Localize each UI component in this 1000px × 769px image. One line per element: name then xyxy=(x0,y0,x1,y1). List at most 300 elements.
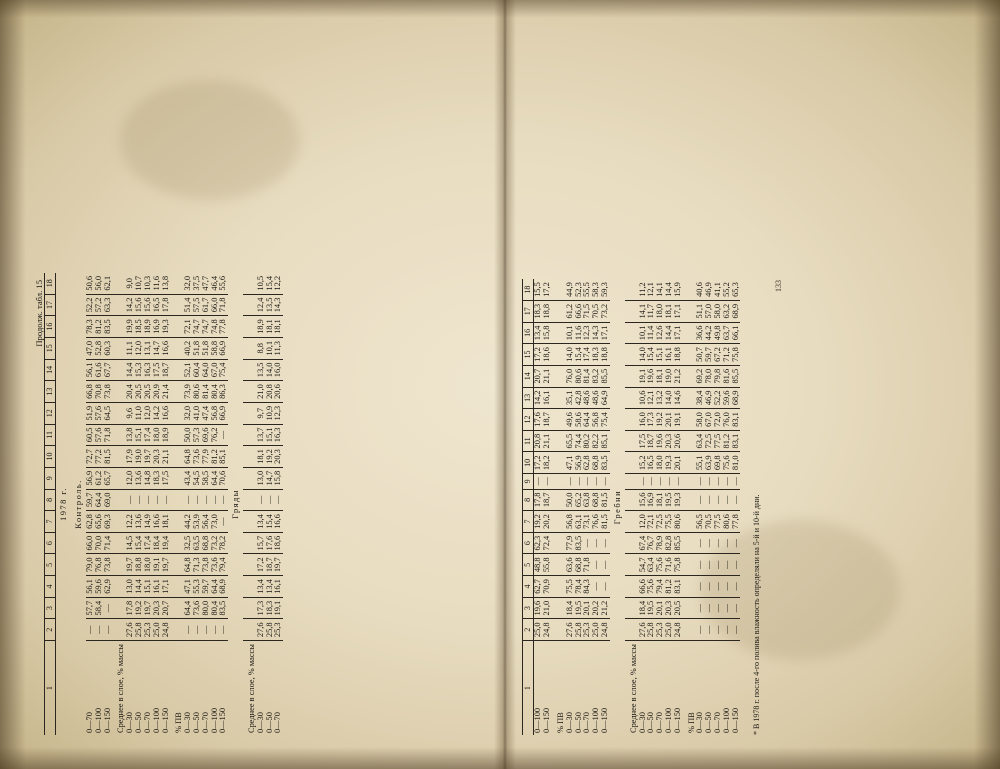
table-cell: 77,5 xyxy=(714,511,723,533)
table-cell: 58,8 xyxy=(211,337,220,359)
table-cell: 16,6 xyxy=(162,402,171,424)
row-label: 0—100 xyxy=(209,707,219,733)
table-cell xyxy=(112,511,126,533)
table-cell: — xyxy=(732,597,741,619)
row-label: 0—30 xyxy=(125,712,135,733)
table-cell: 79,8 xyxy=(714,365,723,387)
table-cell: 13,0 xyxy=(257,467,266,489)
table-cell xyxy=(552,300,566,322)
table-cell: 58,4 xyxy=(95,597,104,619)
table-cell: 58,0 xyxy=(696,409,705,431)
table-cell: 25,8 xyxy=(266,619,275,641)
table-cell: 25,8 xyxy=(575,619,584,641)
table-cell: 19,7 xyxy=(274,554,283,576)
table-cell: 12,0 xyxy=(126,467,135,489)
table-cell: 25,0 xyxy=(534,619,543,641)
table-cell xyxy=(243,467,257,489)
table-cell: 71,2 xyxy=(723,344,732,366)
table-cell: 83,5 xyxy=(601,452,610,474)
table-cell: 16,0 xyxy=(274,359,283,381)
table-cell xyxy=(170,359,184,381)
table-cell xyxy=(170,446,184,468)
table-cell: 18,1 xyxy=(162,511,171,533)
table-cell xyxy=(625,300,639,322)
table-cell xyxy=(170,554,184,576)
table-cell: 14,4 xyxy=(665,322,674,344)
group-label: Среднее в слое, % массы xyxy=(628,644,638,733)
table-cell: — xyxy=(153,489,162,511)
table-cell: 14,0 xyxy=(566,344,575,366)
table-cell: 64,8 xyxy=(184,554,193,576)
table-cell: 15,4 xyxy=(647,344,656,366)
table-cell xyxy=(552,430,566,452)
row-label: 0—100 xyxy=(151,707,161,733)
table-cell: — xyxy=(705,576,714,598)
table-cell: 80,6 xyxy=(575,365,584,387)
table-cell: 12,2 xyxy=(274,273,283,294)
table-cell: — xyxy=(601,474,610,489)
table-cell xyxy=(552,409,566,431)
column-header: 4 xyxy=(523,576,534,598)
table-cell: 73,2 xyxy=(211,532,220,554)
table-cell xyxy=(625,322,639,344)
table-cell: — xyxy=(714,489,723,511)
table-cell: — xyxy=(583,532,592,554)
table-cell: 11,7 xyxy=(647,300,656,322)
table-cell: 11,6 xyxy=(575,322,584,344)
table-cell: 17,6 xyxy=(534,409,543,431)
row-label: 0—150 xyxy=(600,707,610,733)
table-cell: — xyxy=(732,474,741,489)
table-cell: 19,0 xyxy=(665,365,674,387)
table-cell: 73,8 xyxy=(104,554,113,576)
table-cell: 77,5 xyxy=(714,430,723,452)
section-heading: Контроль. xyxy=(74,479,84,529)
table-cell: 49,6 xyxy=(566,409,575,431)
table-cell: 20,6 xyxy=(274,381,283,403)
page-edge-top xyxy=(0,0,1000,18)
table-cell: 19,3 xyxy=(674,489,683,511)
table-cell xyxy=(625,387,639,409)
table-cell: 47,7 xyxy=(202,273,211,294)
table-cell: 67,0 xyxy=(705,409,714,431)
column-header: 10 xyxy=(45,446,56,468)
group-label: Среднее в слое, % массы xyxy=(247,644,257,733)
table-cell: — xyxy=(696,489,705,511)
table-cell: 10,3 xyxy=(144,273,153,294)
table-cell: — xyxy=(162,489,171,511)
table-cell: 75,5 xyxy=(665,511,674,533)
table-cell: 10,5 xyxy=(257,273,266,294)
table-cell: 19,2 xyxy=(656,409,665,431)
table-cell: 18,0 xyxy=(153,424,162,446)
table-cell: 78,2 xyxy=(219,532,228,554)
table-cell: — xyxy=(86,619,95,641)
table-cell: 11,2 xyxy=(639,279,648,300)
table-cell: 19,0 xyxy=(135,446,144,468)
row-label: 0—70 xyxy=(200,712,210,733)
table-cell: 61,2 xyxy=(95,467,104,489)
table-cell: 17,8 xyxy=(534,489,543,511)
table-cell: 20,8 xyxy=(266,381,275,403)
page-running-head: Продолж. табл. 15 xyxy=(34,280,44,347)
table-cell: 27,6 xyxy=(639,619,648,641)
table-cell: 64,4 xyxy=(184,597,193,619)
table-cell: 13,4 xyxy=(534,322,543,344)
table-cell: 15,1 xyxy=(144,576,153,598)
table-cell: 69,6 xyxy=(202,424,211,446)
column-header: 13 xyxy=(45,381,56,403)
table-cell: 74,7 xyxy=(202,316,211,338)
table-cell: 13,0 xyxy=(126,576,135,598)
table-cell: 62,7 xyxy=(534,576,543,598)
table-cell xyxy=(625,344,639,366)
table-cell: 14,4 xyxy=(665,279,674,300)
table-cell: 21,4 xyxy=(162,381,171,403)
table-cell: — xyxy=(543,474,552,489)
table-cell: 19,5 xyxy=(647,597,656,619)
table-cell: 15,4 xyxy=(266,273,275,294)
table-cell: — xyxy=(674,474,683,489)
table-cell: 12,4 xyxy=(257,294,266,316)
table-cell: 68,9 xyxy=(732,300,741,322)
table-cell: 71,8 xyxy=(583,554,592,576)
table-cell: 9,6 xyxy=(126,402,135,424)
column-header: 17 xyxy=(45,294,56,316)
table-cell: 44,9 xyxy=(566,279,575,300)
table-cell: 19,4 xyxy=(162,532,171,554)
page-edge-bottom xyxy=(0,747,1000,769)
table-cell: 56,8 xyxy=(566,511,575,533)
table-cell: 57,7 xyxy=(86,597,95,619)
table-cell: 77,8 xyxy=(732,511,741,533)
page-edge-left xyxy=(0,0,26,769)
table-cell: 63,4 xyxy=(647,554,656,576)
table-cell: 71,3 xyxy=(193,554,202,576)
table-cell: 32,0 xyxy=(184,402,193,424)
data-table-left xyxy=(44,273,283,735)
table-cell: 16,9 xyxy=(647,489,656,511)
table-cell xyxy=(683,387,697,409)
table-cell: 20,5 xyxy=(144,381,153,403)
table-cell: — xyxy=(592,532,601,554)
footnote: * В 1978 г. после 4-го полива влажность определяли на 5-й и 10-й дни. xyxy=(752,494,762,735)
table-cell xyxy=(683,344,697,366)
table-cell: 17,1 xyxy=(674,300,683,322)
table-cell: 16,1 xyxy=(274,576,283,598)
table-cell: 78,3 xyxy=(86,316,95,338)
table-cell: 64,5 xyxy=(104,402,113,424)
table-cell: 69,2 xyxy=(696,365,705,387)
table-cell xyxy=(112,273,126,294)
table-cell: 20,1 xyxy=(583,597,592,619)
table-cell: — xyxy=(266,489,275,511)
table-cell: 47,4 xyxy=(202,402,211,424)
table-cell xyxy=(625,597,639,619)
column-header: 6 xyxy=(45,532,56,554)
table-cell: 79,0 xyxy=(86,554,95,576)
table-cell: 72,0 xyxy=(714,409,723,431)
table-cell: 73,9 xyxy=(184,381,193,403)
table-cell: 81,4 xyxy=(583,365,592,387)
table-row xyxy=(674,279,683,735)
table-cell: 16,0 xyxy=(639,409,648,431)
table-cell: 82,2 xyxy=(592,430,601,452)
table-cell: 65,3 xyxy=(732,279,741,300)
table-cell: 10,1 xyxy=(266,337,275,359)
table-cell: 76,7 xyxy=(647,532,656,554)
table-cell: 50,7 xyxy=(696,344,705,366)
table-cell: 15,6 xyxy=(639,489,648,511)
table-cell xyxy=(243,554,257,576)
table-cell xyxy=(683,597,697,619)
table-cell: — xyxy=(696,619,705,641)
table-cell: 16,6 xyxy=(274,511,283,533)
section-heading: 1978 г. xyxy=(59,487,69,521)
row-label: 0—30 xyxy=(564,712,574,733)
table-cell: 69,3 xyxy=(104,511,113,533)
table-cell: 16,1 xyxy=(543,387,552,409)
section-heading-row xyxy=(610,279,625,735)
table-cell: 18,1 xyxy=(274,316,283,338)
table-cell: 62,8 xyxy=(583,452,592,474)
table-cell: 21,0 xyxy=(543,597,552,619)
table-row xyxy=(601,279,610,735)
table-cell xyxy=(170,489,184,511)
table-cell: 58,5 xyxy=(202,467,211,489)
table-cell xyxy=(625,365,639,387)
table-cell: 64,4 xyxy=(583,409,592,431)
table-cell xyxy=(625,409,639,431)
table-cell: 21,1 xyxy=(162,446,171,468)
table-cell xyxy=(683,409,697,431)
table-cell: 32,0 xyxy=(184,273,193,294)
table-cell xyxy=(625,279,639,300)
table-cell: 20,4 xyxy=(126,381,135,403)
table-cell: 51,8 xyxy=(193,337,202,359)
table-cell: 25,3 xyxy=(656,619,665,641)
row-label: 0—100 xyxy=(533,707,543,733)
table-cell xyxy=(552,597,566,619)
table-cell: — xyxy=(104,619,113,641)
table-cell: 19,7 xyxy=(144,597,153,619)
table-cell: 57,0 xyxy=(705,300,714,322)
table-cell: 16,5 xyxy=(647,452,656,474)
table-cell xyxy=(625,532,639,554)
table-cell xyxy=(552,554,566,576)
row-label: 0—70 xyxy=(713,712,723,733)
table-cell: 52,3 xyxy=(575,279,584,300)
table-cell: 20,3 xyxy=(665,430,674,452)
table-cell: 25,0 xyxy=(592,619,601,641)
table-cell xyxy=(112,576,126,598)
table-cell: 83,1 xyxy=(674,576,683,598)
column-header: 2 xyxy=(45,619,56,641)
table-cell: 65,2 xyxy=(575,489,584,511)
table-cell: 75,5 xyxy=(566,576,575,598)
table-cell: 16,6 xyxy=(153,511,162,533)
table-cell: 40,6 xyxy=(696,279,705,300)
table-cell: 57,5 xyxy=(193,294,202,316)
table-cell: 73,6 xyxy=(193,597,202,619)
table-cell: 13,4 xyxy=(266,576,275,598)
column-header: 13 xyxy=(523,387,534,409)
table-cell: 27,6 xyxy=(126,619,135,641)
table-cell: 18,3 xyxy=(266,597,275,619)
table-cell: 58,0 xyxy=(714,300,723,322)
table-cell: 17,5 xyxy=(153,359,162,381)
table-cell: 16,5 xyxy=(153,294,162,316)
column-header: 12 xyxy=(523,409,534,431)
table-cell: — xyxy=(211,619,220,641)
table-cell: 18,0 xyxy=(656,452,665,474)
table-cell xyxy=(243,619,257,641)
table-cell: 62,1 xyxy=(104,273,113,294)
table-cell: 68,9 xyxy=(219,576,228,598)
table-cell: 18,7 xyxy=(266,554,275,576)
table-cell: 18,9 xyxy=(144,316,153,338)
section-heading: Гряды xyxy=(231,489,241,519)
table-cell: 73,1 xyxy=(583,511,592,533)
table-cell: 15,6 xyxy=(135,294,144,316)
row-label: 0—100 xyxy=(591,707,601,733)
table-cell: 44,2 xyxy=(705,322,714,344)
table-cell xyxy=(243,273,257,294)
table-cell: 59,7 xyxy=(705,344,714,366)
table-cell xyxy=(243,359,257,381)
table-cell xyxy=(112,446,126,468)
table-cell: 62,8 xyxy=(86,511,95,533)
table-cell: 74,7 xyxy=(193,316,202,338)
table-cell: 75,6 xyxy=(723,452,732,474)
table-cell: 67,0 xyxy=(211,359,220,381)
table-cell: — xyxy=(592,576,601,598)
table-cell: 20,3 xyxy=(153,446,162,468)
table-cell: 63,6 xyxy=(566,554,575,576)
table-cell: — xyxy=(732,576,741,598)
table-cell: 65,6 xyxy=(95,511,104,533)
table-cell: — xyxy=(723,554,732,576)
row-label: 0—50 xyxy=(264,712,274,733)
table-cell: 12,3 xyxy=(583,322,592,344)
table-cell: — xyxy=(126,489,135,511)
table-cell: 75,6 xyxy=(656,554,665,576)
table-cell xyxy=(243,424,257,446)
table-cell: — xyxy=(95,619,104,641)
table-cell: 19,7 xyxy=(162,554,171,576)
page-edge-right xyxy=(974,0,1000,769)
table-cell: 64,0 xyxy=(202,359,211,381)
table-cell: 81,0 xyxy=(732,452,741,474)
table-cell xyxy=(683,430,697,452)
table-cell: 85,5 xyxy=(601,365,610,387)
table-cell: 20,3 xyxy=(153,597,162,619)
table-cell: 43,4 xyxy=(184,467,193,489)
table-cell: 75,8 xyxy=(732,344,741,366)
table-cell: 14,4 xyxy=(135,576,144,598)
table-cell: 64,4 xyxy=(95,489,104,511)
section-heading: Гребни xyxy=(612,489,622,525)
table-cell xyxy=(170,273,184,294)
table-cell xyxy=(625,619,639,641)
table-cell: — xyxy=(219,511,228,533)
table-cell: 60,5 xyxy=(86,424,95,446)
table-cell: — xyxy=(714,576,723,598)
table-cell: 14,2 xyxy=(126,294,135,316)
table-cell xyxy=(170,381,184,403)
table-cell: 47,1 xyxy=(566,452,575,474)
table-cell: 55,1 xyxy=(696,452,705,474)
table-cell: 15,3 xyxy=(135,359,144,381)
table-cell: 19,5 xyxy=(665,489,674,511)
table-cell: — xyxy=(696,532,705,554)
table-cell: 20,8 xyxy=(534,430,543,452)
row-label: 0—70 xyxy=(85,712,95,733)
table-cell: 19,2 xyxy=(266,446,275,468)
table-cell: 18,1 xyxy=(257,446,266,468)
table-row xyxy=(274,273,283,735)
column-header: 14 xyxy=(523,365,534,387)
table-cell: — xyxy=(534,474,543,489)
table-cell: 18,1 xyxy=(656,489,665,511)
table-cell xyxy=(683,452,697,474)
group-label-row xyxy=(625,279,639,735)
table-cell: 50,0 xyxy=(566,489,575,511)
table-cell: 59,7 xyxy=(86,489,95,511)
table-cell: 56,5 xyxy=(696,511,705,533)
table-cell: 85,5 xyxy=(732,365,741,387)
table-cell: 46,9 xyxy=(705,387,714,409)
table-cell: 17,3 xyxy=(257,597,266,619)
table-cell: 66,8 xyxy=(86,381,95,403)
table-cell: 17,1 xyxy=(162,576,171,598)
table-row xyxy=(162,273,171,735)
table-cell: — xyxy=(705,554,714,576)
table-cell: 63,2 xyxy=(723,300,732,322)
table-cell: 66,1 xyxy=(732,322,741,344)
table-cell: 77,9 xyxy=(202,446,211,468)
table-cell: 11,6 xyxy=(153,273,162,294)
table-cell: 13,4 xyxy=(257,511,266,533)
table-cell: 70,0 xyxy=(95,532,104,554)
table-cell: 41,0 xyxy=(193,402,202,424)
column-header: 3 xyxy=(523,597,534,619)
table-cell: 51,8 xyxy=(202,337,211,359)
table-cell: — xyxy=(705,597,714,619)
table-cell: — xyxy=(219,424,228,446)
table-cell: 17,2 xyxy=(543,279,552,300)
column-header: 14 xyxy=(45,359,56,381)
table-cell: 80,6 xyxy=(723,511,732,533)
column-header: 9 xyxy=(523,474,534,489)
table-cell: 82,8 xyxy=(665,532,674,554)
table-cell: 66,0 xyxy=(211,294,220,316)
table-cell: — xyxy=(714,532,723,554)
table-cell: 15,4 xyxy=(135,532,144,554)
table-cell: 73,0 xyxy=(211,511,220,533)
table-cell: 15,1 xyxy=(266,424,275,446)
table-cell: 18,0 xyxy=(144,554,153,576)
table-cell: 70,5 xyxy=(705,511,714,533)
table-cell: — xyxy=(274,489,283,511)
column-header: 17 xyxy=(523,300,534,322)
column-header: 7 xyxy=(523,511,534,533)
row-label: 0—100 xyxy=(663,707,673,733)
table-cell xyxy=(243,381,257,403)
table-cell xyxy=(552,322,566,344)
table-cell: 15,9 xyxy=(674,279,683,300)
row-label: 0—50 xyxy=(646,712,656,733)
